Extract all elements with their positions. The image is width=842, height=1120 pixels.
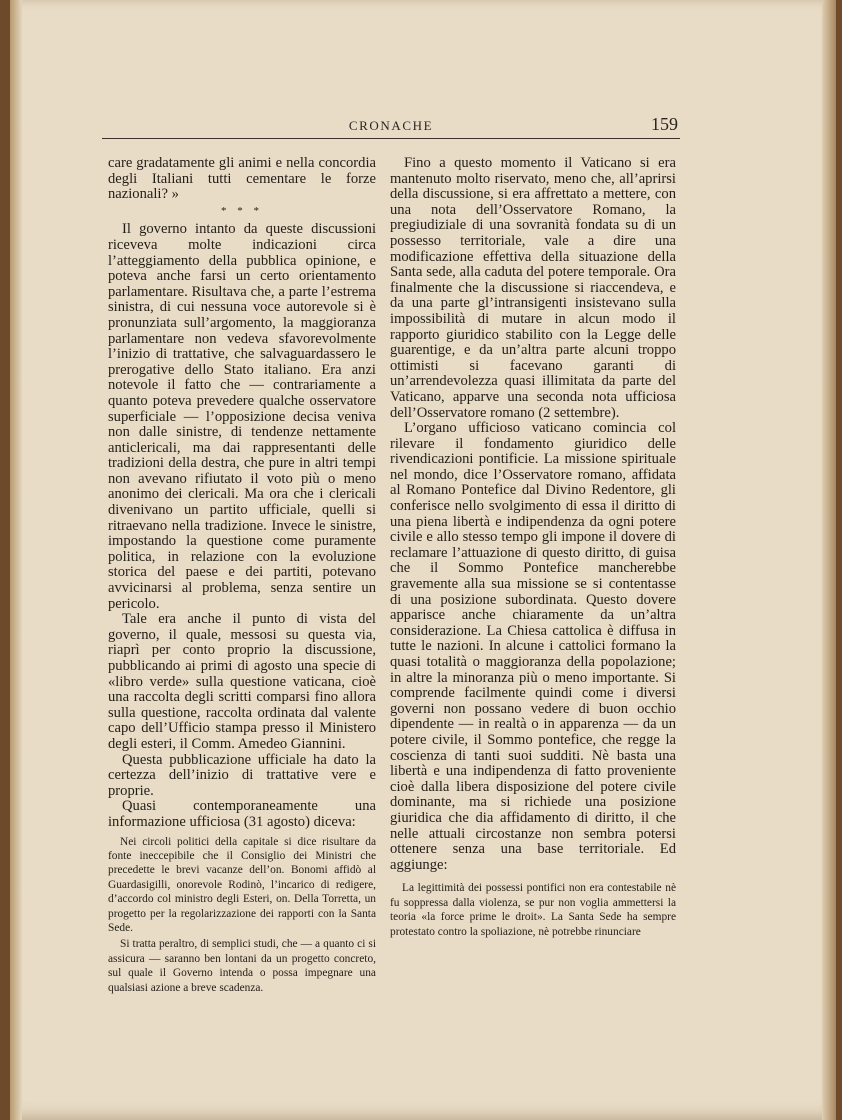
quoted-block bbox=[108, 835, 376, 995]
running-title: CRONACHE bbox=[348, 118, 434, 133]
quoted-paragraph: La legittimità dei possessi pontifici non era contestabile nè fu soppressa dalla violenza, se pur non voglia ammettersi la teoria «la force prime le droit». La Santa Sede ha sempre protestato contro la spoliazione, nè potrebbe rinunciare bbox=[390, 882, 676, 938]
quoted-paragraph: Si tratta peraltro, di semplici studi, che — a quanto ci si assicura — saranno ben lontani da un progetto concreto, sul quale il Governo intenda o possa impegnare una qualsiasi azione a breve scadenza. bbox=[108, 938, 376, 994]
section-break: * * * bbox=[221, 204, 263, 217]
left-column bbox=[108, 156, 376, 995]
paragraph: Fino a questo momento il Vaticano si era mantenuto molto riservato, meno che, all’aprirsi della discussione, si era affrettato a mettere, con una nota dell’Osservatore Romano, la pregiudiziale di una sovranità fondata su di un possesso territoriale, vale a dire una modificazione effettiva della situazione della Santa sede, alla caduta del potere temporale. Ora finalmente che la discussione si riaccendeva, e da una parte gl’intransigenti insistevano sulla impossibilità di mutare in alcun modo il rapporto giuridico stabilito con la Legge delle guarentige, e da un’altra parte alcuni troppo ottimisti si facevano garanti di un’arrendevolezza quasi illimitata da parte del Vaticano, apparve una seconda nota ufficiosa dell’Osservatore romano (2 settembre). bbox=[390, 155, 676, 421]
page-number: 159 bbox=[651, 114, 678, 134]
page-spine-shadow bbox=[10, 0, 22, 1120]
quoted-block bbox=[390, 881, 676, 939]
paragraph: Tale era anche il punto di vista del governo, il quale, messosi su questa via, riaprì per conto proprio la discussione, pubblicando ai primi di agosto una specie di «libro verde» sulla questione vaticana, cioè una raccolta degli scritti comparsi fino allora sulla questione, raccolta ordinata dal valente capo dell’Ufficio stampa presso il Ministero degli esteri, il Comm. Amedeo Giannini. bbox=[108, 611, 376, 752]
header-rule bbox=[102, 138, 680, 139]
running-header bbox=[102, 114, 680, 138]
paragraph: Quasi contemporaneamente una informazione ufficiosa (31 agosto) diceva: bbox=[108, 798, 376, 830]
quoted-paragraph: Nei circoli politici della capitale si dice risultare da fonte ineccepibile che il Consiglio dei Ministri che precedette le brevi vacanze dell’on. Bonomi affidò al Guardasigilli, onorevole Rodinò, l’incarico di redigere, d’accordo col ministro degli Esteri, on. Della Torretta, un progetto per la regolarizzazione dei rapporti con la Santa Sede. bbox=[108, 835, 376, 934]
paragraph: L’organo ufficioso vaticano comincia col rilevare il fondamento giuridico delle rivendicazioni pontificie. La missione spirituale nel mondo, dice l’Osservatore romano, affidata al Romano Pontefice dal Divino Redentore, gli conferisce nello svolgimento di essa il diritto di una piena libertà e indipendenza da ogni potere civile e allo stesso tempo gli impone il dovere di reclamare l’attuazione di questo diritto, di guisa che il Sommo Pontefice mancherebbe gravemente alla sua missione se si contentasse di una posizione subordinata. Questo dovere apparisce anche chiaramente da un’altra considerazione. La Chiesa cattolica è diffusa in tutte le nazioni. In alcune i cattolici formano la quasi totalità o maggioranza della popolazione; in altre la minoranza più o meno importante. Si comprende facilmente quindi come i diversi governi non possano vedere di buon occhio dipendente — in realtà o in apparenza — da un potere civile, il Sommo pontefice, che regge la coscienza di tanti suoi sudditi. Nè basta una libertà e una indipendenza di fatto proveniente cioè dalla libera disposizione del potere civile dominante, ma si richiede una posizione giuridica che dia affidamento di diritto, il che nelle attuali circostanze non sembra potersi ottenere senza una base territoriale. Ed aggiunge: bbox=[390, 420, 676, 873]
paragraph: Questa pubblicazione ufficiale ha dato la certezza dell’inizio di trattative vere e proprie. bbox=[108, 751, 376, 799]
right-column bbox=[390, 156, 676, 939]
paragraph: Il governo intanto da queste discussioni riceveva molte indicazioni circa l’atteggiamento della pubblica opinione, e poteva anche farsi un certo orientamento parlamentare. Risultava che, a parte l’estrema sinistra, di cui nessuna voce autorevole si è pronunziata sull’argomento, la maggioranza parlamentare non vedeva sfavorevolmente l’inizio di trattative, che salvaguardassero le prerogative dello Stato italiano. Era anzi notevole il fatto che — contrariamente a quanto poteva prevedere qualche osservatore superficiale — l’opposizione decisa veniva non dalle sinistre, di tendenze nettamente anticlericali, ma dai rappresentanti delle tradizioni della destra, che pure in altri tempi non avevano rifiutato il voto più o meno anonimo dei clericali. Ma ora che i clericali divenivano un partito ufficiale, quelli si ritraevano nella tradizione. Invece le sinistre, impostando la questione come puramente politica, in relazione con la evoluzione storica del paese e dei partiti, potevano avvicinarsi al problema, senza sentire un pericolo. bbox=[108, 221, 376, 612]
page-edge-shadow bbox=[822, 0, 836, 1120]
paragraph: care gradatamente gli animi e nella concordia degli Italiani tutti cementare le forze nazionali? » bbox=[108, 155, 376, 203]
